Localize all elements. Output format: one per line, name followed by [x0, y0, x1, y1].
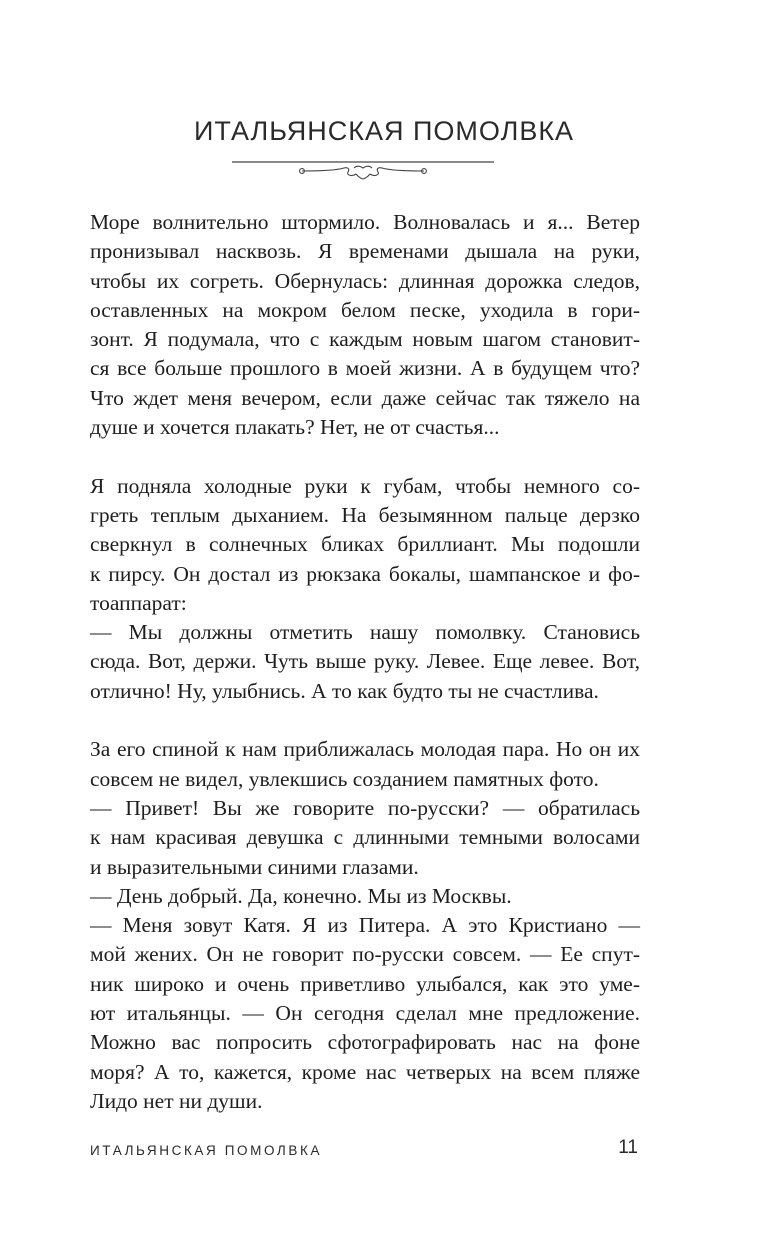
body-text [90, 208, 640, 1146]
text-line: пронизывал насквозь. Я временами дышала на руки, [90, 239, 640, 264]
text-line: Что ждет меня вечером, если даже сейчас так тяжело на [90, 385, 640, 410]
text-line: моря? А то, кажется, кроме нас четверых на всем пляже [90, 1059, 640, 1084]
text-line: — Мы должны отметить нашу помолвку. Становись [90, 620, 640, 645]
text-line: — Привет! Вы же говорите по-русски? — обратилась [90, 795, 640, 820]
text-line: и выразительными синими глазами. [90, 854, 419, 879]
text-line: тоаппарат: [90, 590, 187, 615]
paragraph-2 [90, 472, 640, 706]
paragraph-1 [90, 208, 640, 442]
text-line: греть теплым дыханием. На безымянном пальце дерзко [90, 502, 640, 527]
text-line: Море волнительно штормило. Волновалась и я... Ветер [90, 210, 640, 234]
text-line: к нам красивая девушка с длинными темными волосами [90, 825, 640, 850]
page-number: 11 [618, 1137, 638, 1158]
text-line: оставленных на мокром белом песке, уходила в гори- [90, 297, 640, 322]
text-line: — День добрый. Да, конечно. Мы из Москвы. [90, 883, 512, 908]
text-line: сверкнул в солнечных бликах бриллиант. Мы подошли [90, 532, 640, 557]
text-line: к пирсу. Он достал из рюкзака бокалы, шампанское и фо- [90, 561, 640, 586]
text-line: сюда. Вот, держи. Чуть выше руку. Левее. Еще левее. Вот, [90, 649, 640, 674]
text-line: ник широко и очень приветливо улыбался, как это уме- [90, 971, 640, 996]
text-line: зонт. Я подумала, что с каждым новым шагом становит- [90, 327, 640, 352]
text-line: совсем не видел, увлекшись созданием памятных фото. [90, 766, 599, 791]
text-line: мой жених. Он не говорит по-русски совсем. — Ее спут- [90, 942, 640, 967]
text-line: ся все больше прошлого в моей жизни. А в будущем что? [90, 356, 640, 381]
text-line: Лидо нет ни души. [90, 1088, 263, 1113]
text-line: — Меня зовут Катя. Я из Питера. А это Кристиано — [90, 913, 640, 938]
text-line: душе и хочется плакать? Нет, не от счастья... [90, 415, 500, 440]
text-line: Можно вас попросить сфотографировать нас на фоне [90, 1030, 640, 1055]
scroll-ornament-icon [232, 160, 494, 186]
text-line: чтобы их согреть. Обернулась: длинная дорожка следов, [90, 268, 640, 293]
running-title: ИТАЛЬЯНСКАЯ ПОМОЛВКА [90, 1143, 323, 1158]
chapter-title: ИТАЛЬЯНСКАЯ ПОМОЛВКА [193, 116, 575, 146]
text-line: За его спиной к нам приближалась молодая пара. Но он их [90, 737, 640, 762]
text-line: отлично! Ну, улыбнись. А то как будто ты не счастлива. [90, 678, 599, 703]
paragraph-3 [90, 735, 640, 1116]
text-line: Я подняла холодные руки к губам, чтобы немного со- [90, 473, 640, 498]
text-line: ют итальянцы. — Он сегодня сделал мне предложение. [90, 1001, 640, 1026]
